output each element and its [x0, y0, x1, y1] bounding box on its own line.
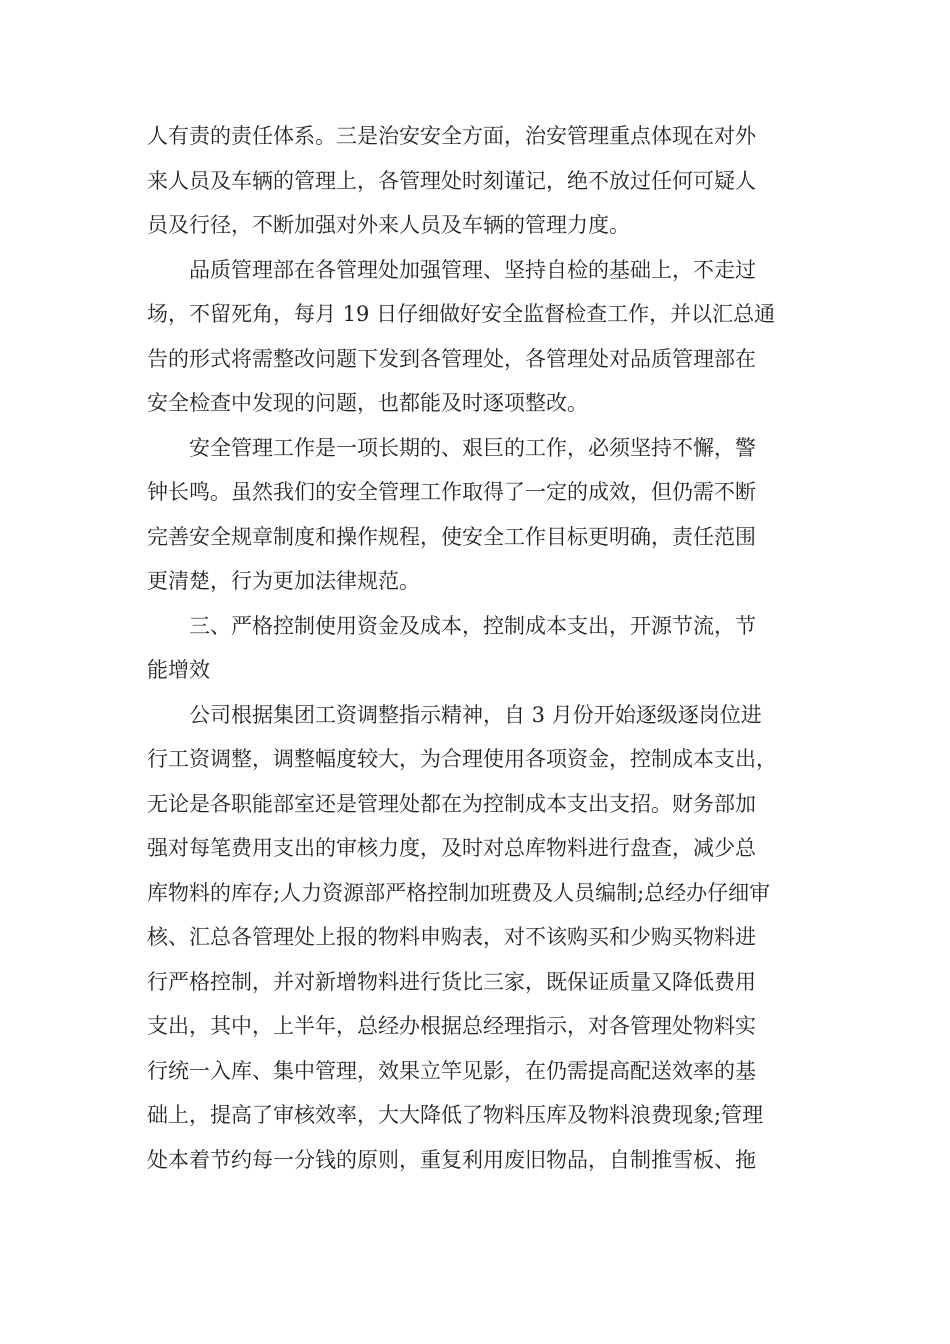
text-line: 场，不留死角，每月 19 日仔细做好安全监督检查工作，并以汇总通 — [147, 302, 776, 326]
text-line: 更清楚，行为更加法律规范。 — [147, 569, 420, 593]
text-line: 行工资调整，调整幅度较大，为合理使用各项资金，控制成本支出， — [147, 747, 777, 771]
text-line: 础上，提高了审核效率，大大降低了物料压库及物料浪费现象;管理 — [147, 1103, 764, 1127]
text-line: 人有责的责任体系。三是治安安全方面，治安管理重点体现在对外 — [147, 124, 756, 148]
text-line: 员及行径，不断加强对外来人员及车辆的管理力度。 — [147, 213, 630, 237]
text-line: 库物料的库存;人力资源部严格控制加班费及人员编制;总经办仔细审 — [147, 880, 771, 905]
text-line: 支出，其中，上半年，总经办根据总经理指示，对各管理处物料实 — [147, 1014, 756, 1038]
text-line: 能增效 — [147, 658, 210, 682]
text-line: 三、严格控制使用资金及成本，控制成本支出，开源节流，节 — [189, 613, 756, 638]
text-line: 行统一入库、集中管理，效果立竿见影，在仍需提高配送效率的基 — [147, 1058, 756, 1083]
text-line: 核、汇总各管理处上报的物料申购表，对不该购买和少购买物料进 — [147, 925, 756, 949]
text-line: 行严格控制，并对新增物料进行货比三家，既保证质量又降低费用 — [147, 969, 756, 994]
text-line: 无论是各职能部室还是管理处都在为控制成本支出支招。财务部加 — [147, 791, 756, 816]
text-line: 完善安全规章制度和操作规程，使安全工作目标更明确，责任范围 — [147, 524, 756, 549]
text-line: 公司根据集团工资调整指示精神，自 3 月份开始逐级逐岗位进 — [189, 702, 762, 727]
text-line: 钟长鸣。虽然我们的安全管理工作取得了一定的成效，但仍需不断 — [147, 480, 756, 504]
text-line: 强对每笔费用支出的审核力度，及时对总库物料进行盘查，减少总 — [147, 836, 756, 860]
text-line: 品质管理部在各管理处加强管理、坚持自检的基础上，不走过 — [189, 257, 756, 282]
text-line: 安全管理工作是一项长期的、艰巨的工作，必须坚持不懈，警 — [189, 435, 756, 460]
text-line: 来人员及车辆的管理上，各管理处时刻谨记，绝不放过任何可疑人 — [147, 168, 756, 193]
document-body — [147, 114, 807, 1182]
text-line: 安全检查中发现的问题，也都能及时逐项整改。 — [147, 391, 588, 415]
text-line: 处本着节约每一分钱的原则，重复利用废旧物品，自制推雪板、拖 — [147, 1147, 756, 1172]
text-line: 告的形式将需整改问题下发到各管理处，各管理处对品质管理部在 — [147, 346, 756, 371]
